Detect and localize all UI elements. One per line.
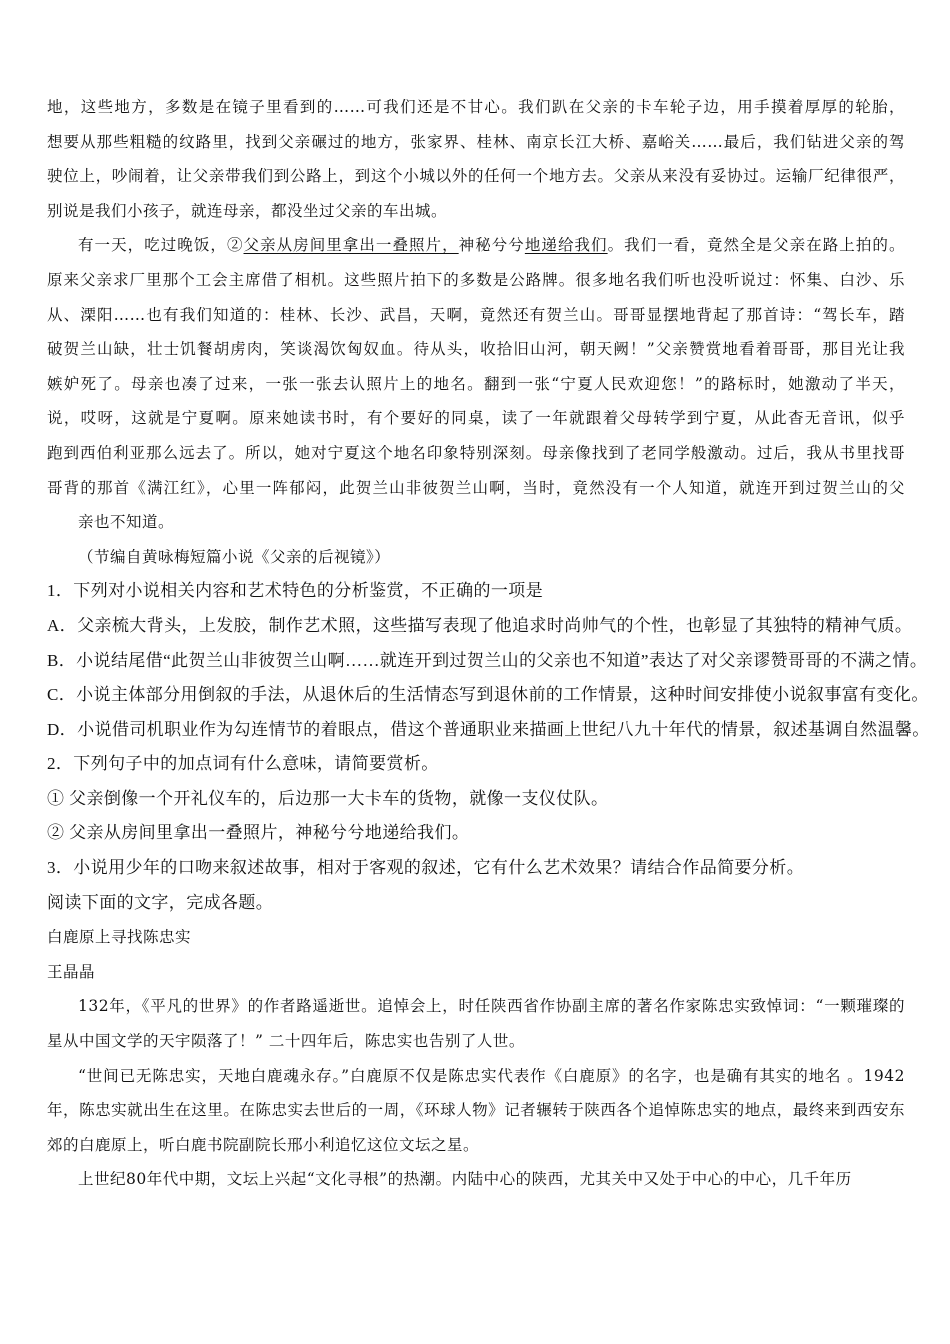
question-1: 1．下列对小说相关内容和艺术特色的分析鉴赏，不正确的一项是 [47, 581, 544, 601]
text-line: 破贺兰山缺，壮士饥餐胡虏肉，笑谈渴饮匈奴血。待从头，收拾旧山河，朝天阙！”父亲赞赏地看着哥哥，那目光让我 [47, 340, 905, 359]
story-paragraph-2 [47, 228, 905, 539]
text-line: 亲也不知道。 [78, 513, 175, 532]
question-section [47, 574, 930, 920]
question-2-item-1: ① 父亲倒像一个开礼仪车的，后边那一大卡车的货物，就像一支仪仗队。 [47, 788, 609, 808]
text-run: 神秘兮兮 [458, 236, 525, 255]
article-title: 白鹿原上寻找陈忠实 [47, 928, 192, 947]
text-line: 原来父亲求厂里那个工会主席借了相机。这些照片拍下的多数是公路牌。很多地名我们听也没听说过：怀集、白沙、乐 [47, 270, 905, 289]
source-note: （节编自黄咏梅短篇小说《父亲的后视镜》） [78, 547, 391, 566]
story-paragraph-1 [47, 90, 905, 228]
text-line: 别说是我们小孩子，就连母亲，都没坐过父亲的车出城。 [47, 201, 448, 220]
text-line: 想要从那些粗糙的纹路里，找到父亲碾过的地方，张家界、桂林、南京长江大桥、嘉峪关……最后，我们钻进父亲的驾 [47, 132, 905, 151]
text-line: 哥背的那首《满江红》，心里一阵郁闷，此贺兰山非彼贺兰山啊，当时，竟然没有一个人知道，就连开到过贺兰山的父 [47, 478, 905, 497]
text-line: 驶位上，吵闹着，让父亲带我们到公路上，到这个小城以外的任何一个地方去。父亲从来没有妥协过。运输厂纪律很严， [47, 167, 905, 186]
text-line: 说，哎呀，这就是宁夏啊。原来她读书时，有个要好的同桌，读了一年就跟着父母转学到宁夏，从此杳无音讯，似乎 [47, 409, 905, 428]
story-excerpt [47, 90, 905, 540]
option-a: A．父亲梳大背头，上发胶，制作艺术照，这些描写表现了他追求时尚帅气的个性，也彰显了其独特的精神气质。 [47, 615, 913, 635]
option-c: C．小说主体部分用倒叙的手法，从退休后的生活情态写到退休前的工作情景，这种时间安排使小说叙事富有变化。 [47, 685, 929, 705]
article-paragraph-2: “世间已无陈忠实，天地白鹿魂永存。”白鹿原不仅是陈忠实代表作《白鹿原》的名字，也是确有其实的地名 。1942年，陈忠实就出生在这里。在陈忠实去世后的一周，《环球人物》记者辗转于陕西各个追悼陈忠实的地点，最终来到西安东郊的白鹿原上，听白鹿书院副院长邢小利追忆这位文坛之星。 [47, 1066, 905, 1154]
article-paragraph-1: 132年，《平凡的世界》的作者路遥逝世。追悼会上，时任陕西省作协副主席的著名作家陈忠实致悼词：“一颗璀璨的星从中国文学的天宇陨落了！” 二十四年后，陈忠实也告别了人世。 [47, 997, 905, 1051]
article-paragraph-3: 上世纪80年代中期，文坛上兴起“文化寻根”的热潮。内陆中心的陕西，尤其关中又处于中心的中心，几千年历 [78, 1170, 852, 1189]
underlined-sentence: 父亲从房间里拿出一叠照片， [243, 236, 459, 255]
article-section [47, 920, 905, 1197]
question-2-item-2: ② 父亲从房间里拿出一叠照片，神秘兮兮地递给我们。 [47, 823, 470, 843]
reading-instruction: 阅读下面的文字，完成各题。 [47, 892, 274, 912]
text-line: 跑到西伯利亚那么远去了。所以，她对宁夏这个地名印象特别深刻。母亲像找到了老同学般激动。过后，我从书里找哥 [47, 443, 905, 462]
document-page [47, 90, 930, 1197]
question-2: 2．下列句子中的加点词有什么意味，请简要赏析。 [47, 754, 439, 774]
sentence-marker: ② [226, 236, 244, 255]
article-author: 王晶晶 [47, 962, 96, 981]
text-line: 嫉妒死了。母亲也凑了过来，一张一张去认照片上的地名。翻到一张“宁夏人民欢迎您！”的路标时，她激动了半天， [47, 374, 905, 393]
option-d: D．小说借司机职业作为勾连情节的着眼点，借这个普通职业来描画上世纪八九十年代的情景，叙述基调自然温馨。 [47, 719, 930, 739]
option-b: B．小说结尾借“此贺兰山非彼贺兰山啊……就连开到过贺兰山的父亲也不知道”表达了对父亲谬赞哥哥的不满之情。 [47, 650, 928, 670]
text-run: 。我们一看，竟然全是父亲在路上拍的。 [607, 236, 905, 255]
text-run: 有一天，吃过晚饭， [78, 236, 227, 255]
text-line: 地，这些地方，多数是在镜子里看到的……可我们还是不甘心。我们趴在父亲的卡车轮子边，用手摸着厚厚的轮胎， [47, 98, 905, 116]
question-3: 3．小说用少年的口吻来叙述故事，相对于客观的叙述，它有什么艺术效果？请结合作品简要分析。 [47, 858, 805, 878]
text-line: 从、溧阳……也有我们知道的：桂林、长沙、武昌，天啊，竟然还有贺兰山。哥哥显摆地背起了那首诗：“驾长车，踏 [47, 305, 905, 324]
underlined-phrase: 地递给我们 [524, 236, 608, 255]
